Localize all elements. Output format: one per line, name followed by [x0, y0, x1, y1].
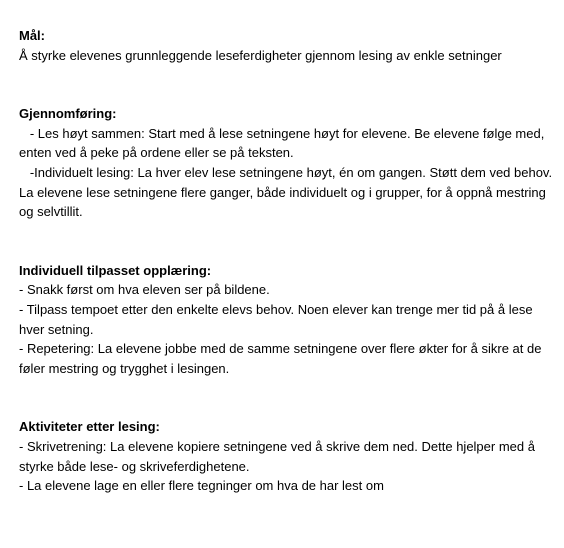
section-heading-implementation: Gjennomføring:	[19, 106, 117, 122]
after-item-drawing: - La elevene lage en eller flere tegninger om hva de har lest om	[19, 478, 384, 494]
section-adapted-teaching	[19, 261, 554, 379]
section-implementation	[19, 104, 554, 222]
section-after-reading	[19, 417, 554, 495]
section-heading-goal: Mål:	[19, 28, 45, 43]
after-item-writing: - Skrivetrening: La elevene kopiere setningene ved å skrive dem ned. Dette hjelper med å styrke både lese- og skriveferdighetene.	[19, 438, 539, 474]
document-page	[19, 26, 554, 496]
adapted-item-repetition: - Repetering: La elevene jobbe med de samme setningene over flere økter for å sikre at de føler mestring og trygghet i lesingen.	[19, 341, 546, 376]
implementation-item-individual-reading: -Individuelt lesing: La hver elev lese setningene høyt, én om gangen. Støtt dem ved behov. La elevene lese setningene flere ganger, både individuelt og i grupper, for å oppnå mestring og selvtillit.	[19, 164, 556, 220]
goal-text: Å styrke elevenes grunnleggende leseferdigheter gjennom lesing av enkle setninger	[19, 47, 502, 63]
adapted-item-talk-pictures: - Snakk først om hva eleven ser på bildene.	[19, 282, 270, 298]
section-heading-adapted-teaching: Individuell tilpasset opplæring:	[19, 262, 212, 278]
section-heading-after-reading: Aktiviteter etter lesing:	[19, 419, 160, 435]
section-goal	[19, 26, 554, 65]
implementation-item-read-aloud: - Les høyt sammen: Start med å lese setningene høyt for elevene. Be elevene følge med, enten ved å peke på ordene eller se på teksten.	[19, 125, 548, 161]
adapted-item-pace: - Tilpass tempoet etter den enkelte elevs behov. Noen elever kan trenge mer tid på å lese hver setning.	[19, 301, 537, 337]
